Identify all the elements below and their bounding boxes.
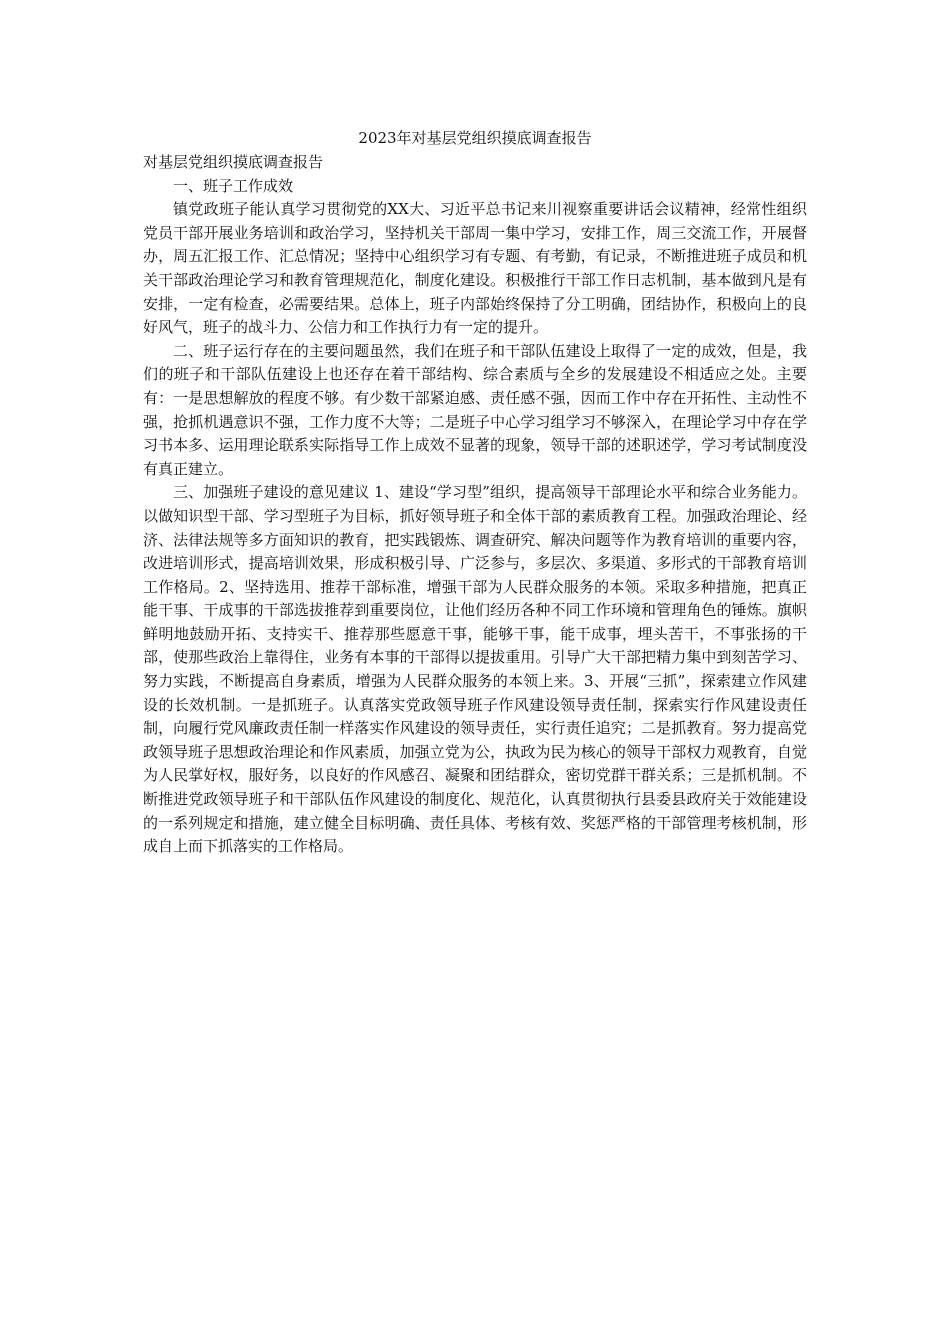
section-heading: 一、班子工作成效: [173, 176, 294, 195]
paragraph-achievements: 镇党政班子能认真学习贯彻党的XX大、习近平总书记来川视察重要讲话会议精神，经常性组织党员干部开展业务培训和政治学习，坚持机关干部周一集中学习，安排工作，周三交流工作，开展督办，周五汇报工作、汇总情况；坚持中心组织学习有专题、有考勤，有记录，不断推进班子成员和机关干部政治理论学习和教育管理规范化，制度化建设。积极推行干部工作日志机制，基本做到凡是有安排，一定有检查，必需要结果。总体上，班子内部始终保持了分工明确，团结协作，积极向上的良好风气，班子的战斗力、公信力和工作执行力有一定的提升。: [143, 200, 807, 337]
paragraph-problems: 二、班子运行存在的主要问题虽然，我们在班子和干部队伍建设上取得了一定的成效，但是，我们的班子和干部队伍建设上也还存在着干部结构、综合素质与全乡的发展建设不相适应之处。主要有：一是思想解放的程度不够。有少数干部紧迫感、责任感不强，因而工作中存在开拓性、主动性不强，抢抓机遇意识不强，工作力度不大等；二是班子中心学习组学习不够深入，在理论学习中存在学习书本多、运用理论联系实际指导工作上成效不显著的现象，领导干部的述职述学，学习考试制度没有真正建立。: [143, 341, 807, 478]
document-title: 2023年对基层党组织摸底调查报告: [358, 129, 592, 147]
document-body: [143, 151, 807, 859]
paragraph-suggestions: 三、加强班子建设的意见建议 1、建设“学习型”组织，提高领导干部理论水平和综合业务能力。以做知识型干部、学习型班子为目标，抓好领导班子和全体干部的素质教育工程。加强政治理论、经济、法律法规等多方面知识的教育，把实践锻炼、调查研究、解决问题等作为教育培训的重要内容，改进培训形式，提高培训效果，形成积极引导、广泛参与，多层次、多渠道、多形式的干部教育培训工作格局。2、坚持选用、推荐干部标准，增强干部为人民群众服务的本领。采取多种措施，把真正能干事、干成事的干部选拔推荐到重要岗位，让他们经历各种不同工作环境和管理角色的锤炼。旗帜鲜明地鼓励开拓、支持实干、推荐那些愿意干事，能够干事，能干成事，埋头苦干，不事张扬的干部，使那些政治上靠得住，业务有本事的干部得以提拔重用。引导广大干部把精力集中到刻苦学习、努力实践，不断提高自身素质，增强为人民群众服务的本领上来。3、开展“三抓”，探索建立作风建设的长效机制。一是抓班子。认真落实党政领导班子作风建设领导责任制，探索实行作风建设责任制，向履行党风廉政责任制一样落实作风建设的领导责任，实行责任追究；二是抓教育。努力提高党政领导班子思想政治理论和作风素质，加强立党为公，执政为民为核心的领导干部权力观教育，自觉为人民掌好权，服好务，以良好的作风感召、凝聚和团结群众，密切党群干群关系；三是抓机制。不断推进党政领导班子和干部队伍作风建设的制度化、规范化，认真贯彻执行县委县政府关于效能建设的一系列规定和措施，建立健全目标明确、责任具体、考核有效、奖惩严格的干部管理考核机制，形成自上而下抓落实的工作格局。: [143, 483, 807, 856]
document-subtitle: 对基层党组织摸底调查报告: [143, 153, 324, 171]
